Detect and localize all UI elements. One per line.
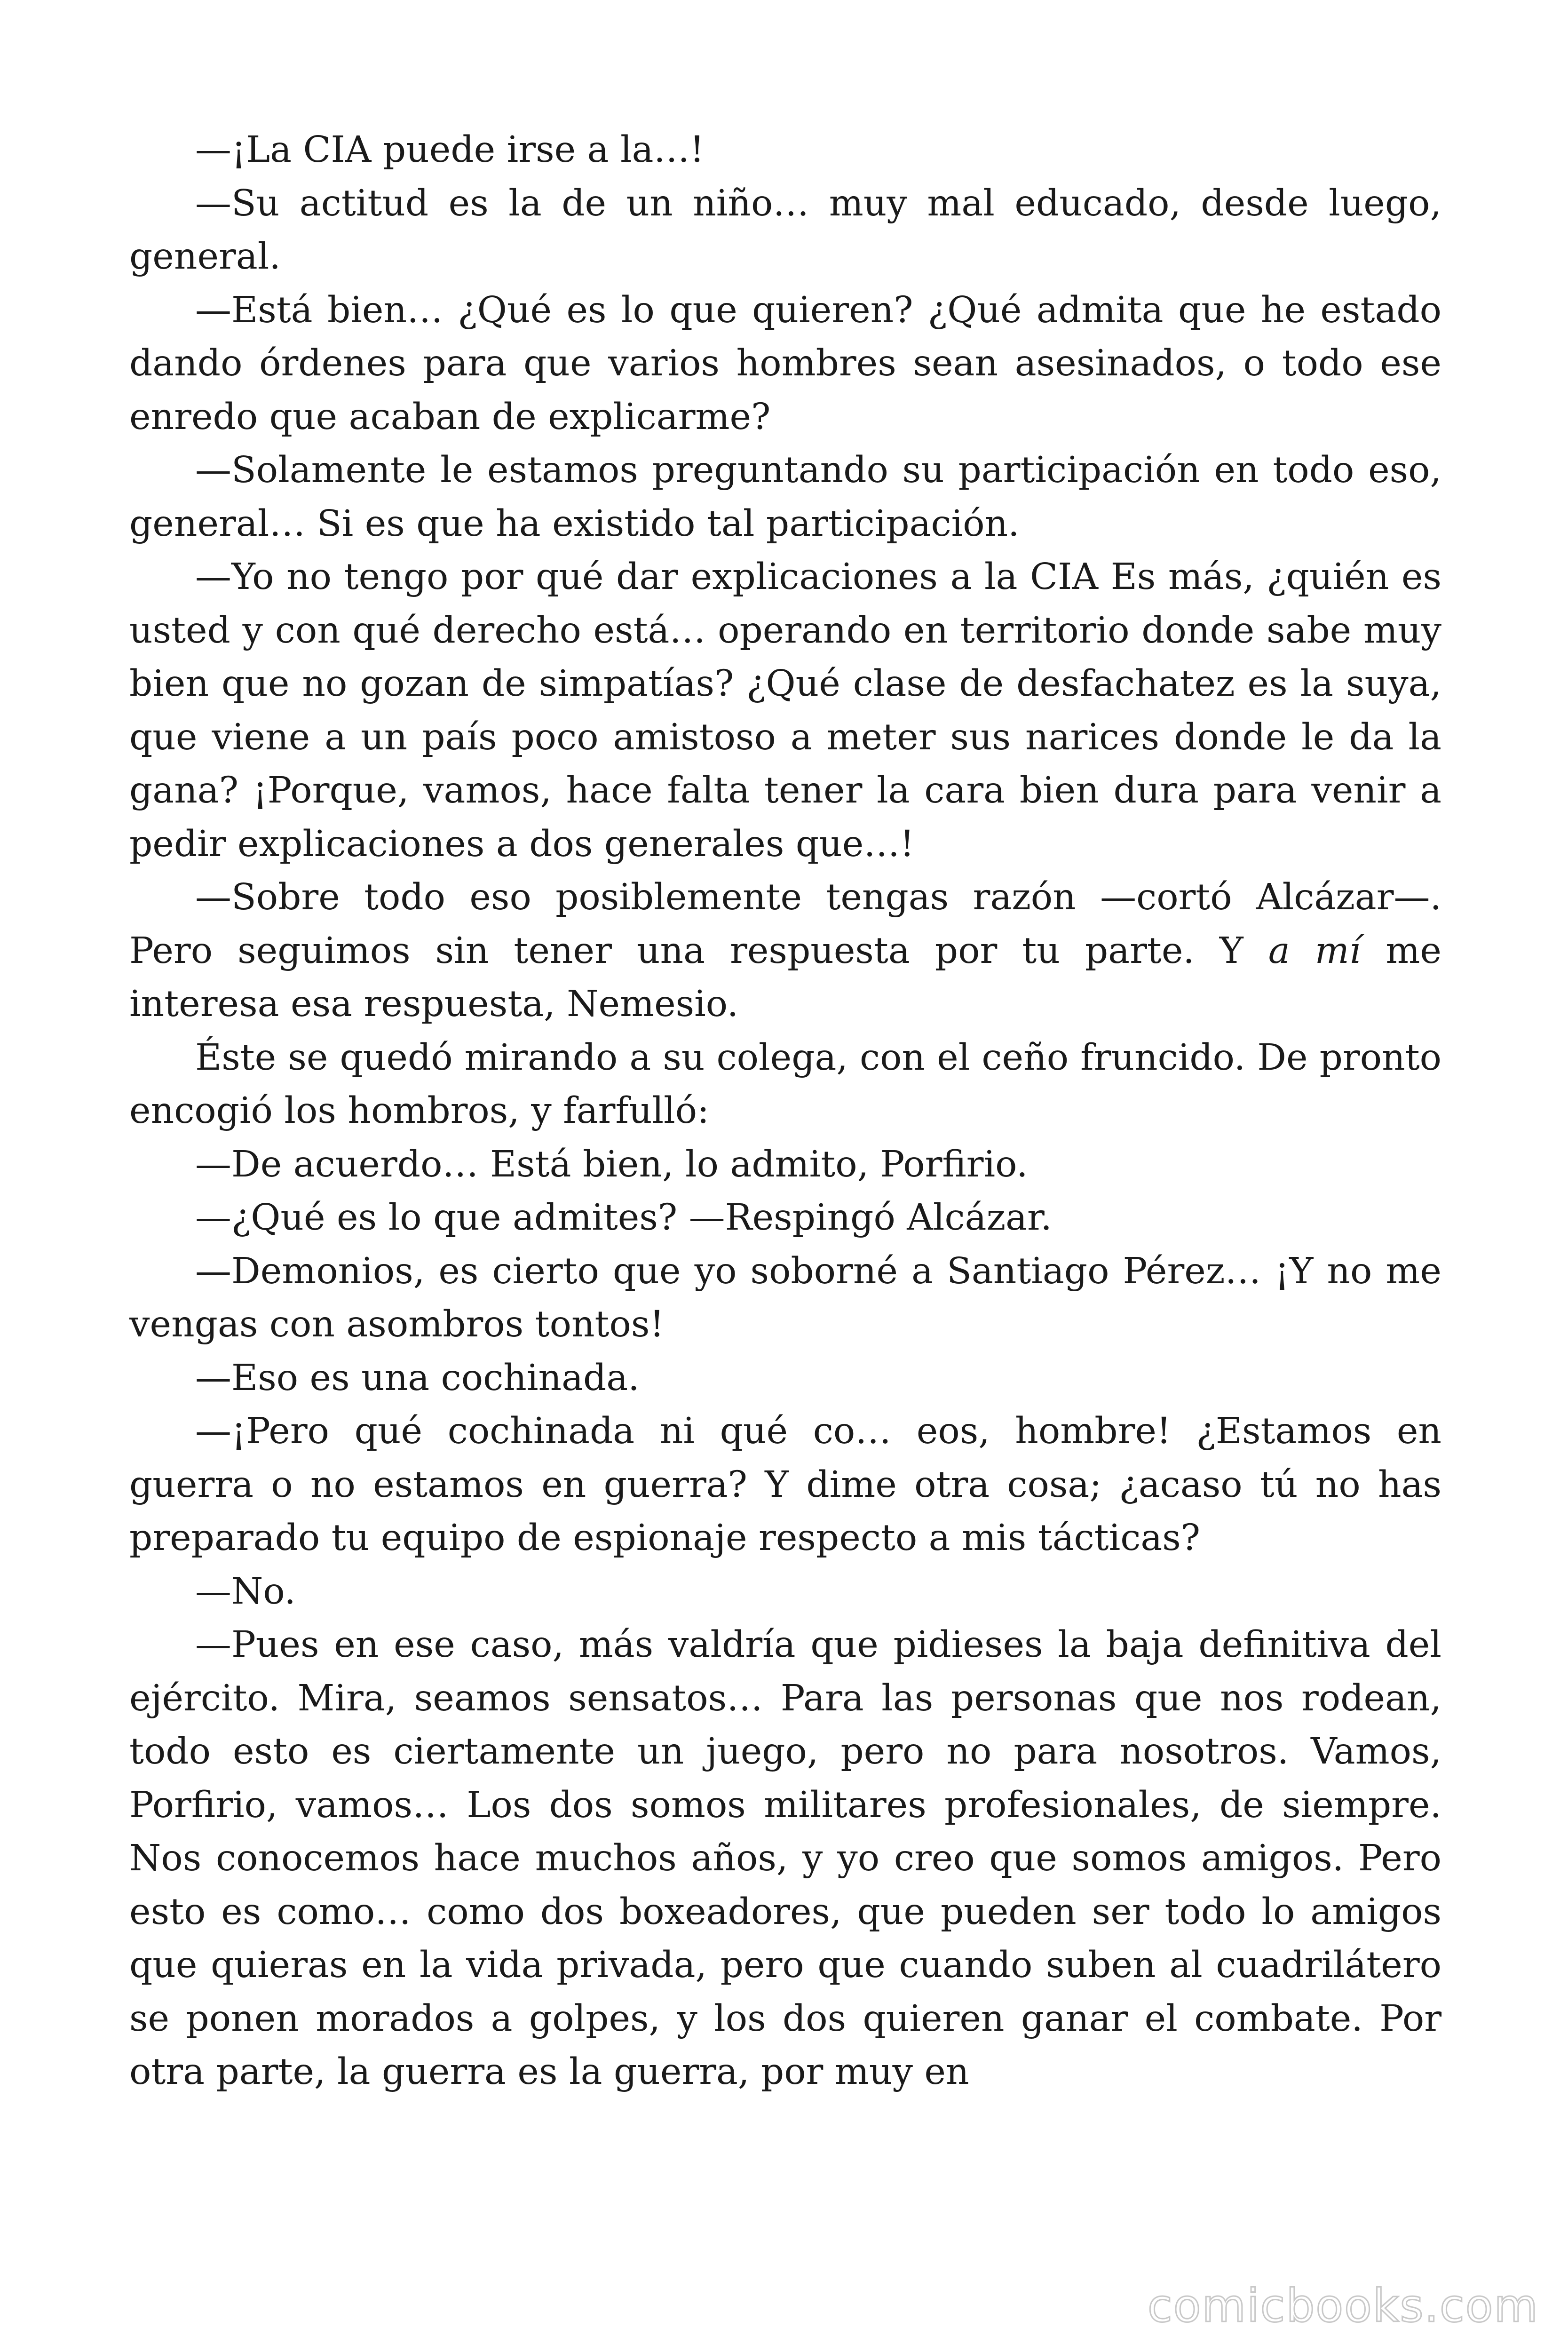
watermark: comicbooks.com [1147, 2280, 1539, 2332]
paragraph-text: me interesa esa respuesta, Nemesio. [129, 930, 1441, 1025]
paragraph: —¡Pero qué cochinada ni qué co… eos, hombre! ¿Estamos en guerra o no estamos en guerra? Y dime otra cosa; ¿acaso tú no has preparado tu equipo de espionaje respecto a mis tácticas? [129, 1410, 1441, 1559]
paragraph: —¿Qué es lo que admites? —Respingó Alcázar. [195, 1197, 1052, 1239]
paragraph-text: —Sobre todo eso posiblemente tengas razón —cortó Alcázar—. Pero seguimos sin tener una respuesta por tu parte. Y [129, 876, 1441, 972]
paragraph: —¡La CIA puede irse a la…! [195, 129, 705, 171]
body-text [129, 123, 1441, 2099]
paragraph: —Yo no tengo por qué dar explicaciones a la CIA Es más, ¿quién es usted y con qué derecho está… operando en territorio donde sabe muy bien que no gozan de simpatías? ¿Qué clase de desfachatez es la suya, que viene a un país poco amistoso a meter sus narices donde le da la gana? ¡Porque, vamos, hace falta tener la cara bien dura para venir a pedir explicaciones a dos generales que…! [129, 556, 1441, 865]
paragraph: —Demonios, es cierto que yo soborné a Santiago Pérez… ¡Y no me vengas con asombros tontos! [129, 1250, 1441, 1345]
paragraph: —No. [195, 1570, 296, 1613]
paragraph: Éste se quedó mirando a su colega, con el ceño fruncido. De pronto encogió los hombros, y farfulló: [129, 1036, 1441, 1132]
paragraph: —Está bien… ¿Qué es lo que quieren? ¿Qué admita que he estado dando órdenes para que varios hombres sean asesinados, o todo ese enredo que acaban de explicarme? [129, 289, 1441, 438]
paragraph: —Pues en ese caso, más valdría que pidieses la baja definitiva del ejército. Mira, seamos sensatos… Para las personas que nos rodean, todo esto es ciertamente un juego, pero no para nosotros. Vamos, Porfirio, vamos… Los dos somos militares profesionales, de siempre. Nos conocemos hace muchos años, y yo creo que somos amigos. Pero esto es como… como dos boxeadores, que pueden ser todo lo amigos que quieras en la vida privada, pero que cuando suben al cuadrilátero se ponen morados a golpes, y los dos quieren ganar el combate. Por otra parte, la guerra es la guerra, por muy en [129, 1624, 1441, 2093]
paragraph: —Su actitud es la de un niño… muy mal educado, desde luego, general. [129, 182, 1441, 278]
paragraph: —Solamente le estamos preguntando su participación en todo eso, general… Si es que ha existido tal participación. [129, 449, 1441, 545]
paragraph [129, 871, 1441, 1031]
paragraph: —Eso es una cochinada. [195, 1357, 640, 1399]
emphasized-text: a mí [1268, 930, 1361, 972]
paragraph: —De acuerdo… Está bien, lo admito, Porfirio. [195, 1143, 1028, 1185]
